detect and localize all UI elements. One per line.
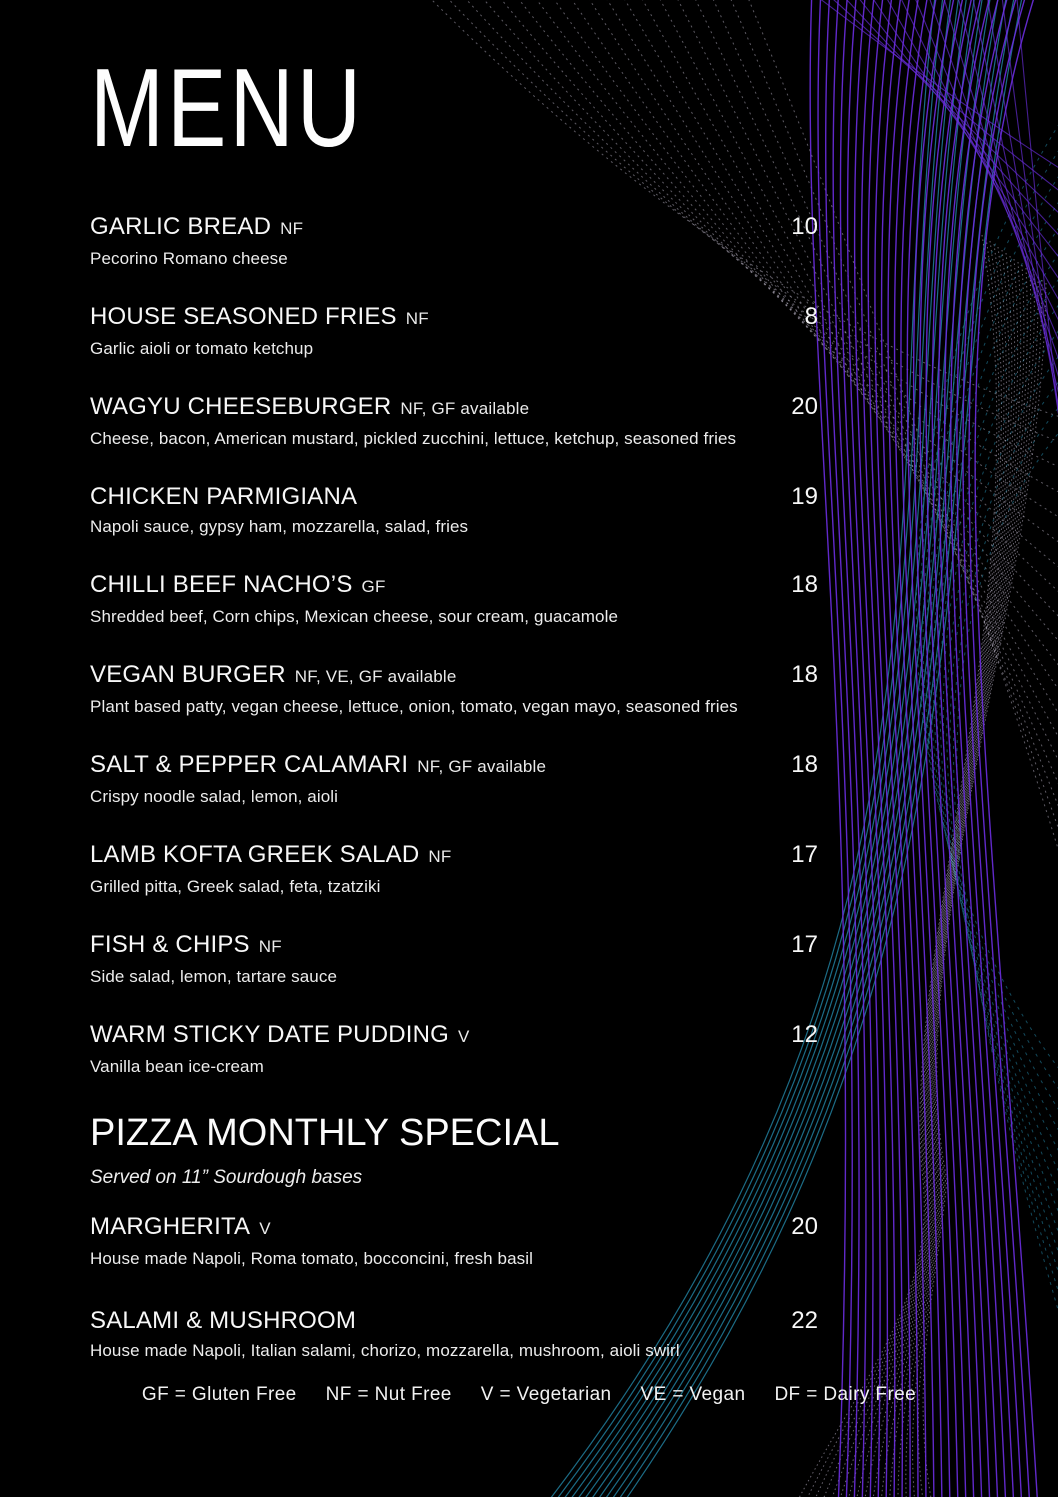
item-dietary-tags: NF, VE, GF available: [294, 667, 457, 686]
menu-item: [90, 570, 818, 628]
item-price: 18: [791, 751, 818, 778]
pizza-item-list: [90, 1212, 818, 1362]
item-price: 17: [791, 841, 818, 868]
item-title-row: [90, 570, 818, 602]
item-title-row: [90, 392, 818, 424]
item-name: SALT & PEPPER CALAMARI: [90, 751, 409, 778]
item-price: 8: [804, 303, 818, 330]
page-title: MENU: [90, 46, 365, 170]
item-name: VEGAN BURGER: [90, 661, 286, 688]
menu-item: [90, 1306, 818, 1362]
item-price: 22: [791, 1307, 818, 1334]
item-price: 18: [791, 571, 818, 598]
item-name: SALAMI & MUSHROOM: [90, 1307, 357, 1334]
item-title-row: [90, 930, 818, 962]
item-name: GARLIC BREAD: [90, 213, 272, 240]
item-title-row: [90, 1306, 818, 1336]
item-name: CHILLI BEEF NACHO’S: [90, 571, 353, 598]
item-description: Crispy noodle salad, lemon, aioli: [90, 787, 339, 806]
menu-item: [90, 392, 818, 450]
legend-item-vegetarian: V = Vegetarian: [480, 1384, 612, 1405]
item-price: 10: [791, 213, 818, 240]
menu-item: [90, 750, 818, 808]
item-name: FISH & CHIPS: [90, 931, 250, 958]
item-dietary-tags: NF: [280, 219, 304, 238]
menu-item: [90, 660, 818, 718]
item-description: Grilled pitta, Greek salad, feta, tzatziki: [90, 877, 381, 896]
item-description: Shredded beef, Corn chips, Mexican cheese, sour cream, guacamole: [90, 607, 619, 626]
legend-item-nut-free: NF = Nut Free: [325, 1384, 452, 1405]
item-title-row: [90, 840, 818, 872]
legend-item-gluten-free: GF = Gluten Free: [141, 1384, 297, 1405]
item-description: House made Napoli, Roma tomato, bocconcini, fresh basil: [90, 1249, 533, 1268]
item-price: 20: [791, 1213, 818, 1240]
item-name: CHICKEN PARMIGIANA: [90, 483, 358, 510]
item-title-row: [90, 212, 818, 244]
item-description: Napoli sauce, gypsy ham, mozzarella, salad, fries: [90, 517, 469, 536]
item-title-row: [90, 660, 818, 692]
item-description: Cheese, bacon, American mustard, pickled zucchini, lettuce, ketchup, seasoned fries: [90, 429, 737, 448]
menu-item: [90, 212, 818, 270]
item-description: Plant based patty, vegan cheese, lettuce, onion, tomato, vegan mayo, seasoned fries: [90, 697, 738, 716]
item-description: Vanilla bean ice-cream: [90, 1057, 264, 1076]
item-dietary-tags: V: [259, 1219, 271, 1238]
menu-item: [90, 1212, 818, 1270]
legend-item-dairy-free: DF = Dairy Free: [774, 1384, 917, 1405]
item-description: Pecorino Romano cheese: [90, 249, 288, 268]
item-title-row: [90, 1020, 818, 1052]
item-price: 19: [791, 483, 818, 510]
menu-item: [90, 482, 818, 538]
item-title-row: [90, 302, 818, 334]
item-name: LAMB KOFTA GREEK SALAD: [90, 841, 420, 868]
menu-item: [90, 930, 818, 988]
item-description: House made Napoli, Italian salami, chorizo, mozzarella, mushroom, aioli swirl: [90, 1341, 680, 1360]
menu-item: [90, 840, 818, 898]
item-name: HOUSE SEASONED FRIES: [90, 303, 397, 330]
item-dietary-tags: V: [458, 1027, 470, 1046]
pizza-section-title: PIZZA MONTHLY SPECIAL: [90, 1112, 560, 1154]
dietary-legend: [0, 1383, 1058, 1407]
item-title-row: [90, 750, 818, 782]
menu-content: [90, 0, 818, 1398]
item-dietary-tags: NF: [258, 937, 282, 956]
item-description: Garlic aioli or tomato ketchup: [90, 339, 314, 358]
item-title-row: [90, 1212, 818, 1244]
menu-item-list: [90, 212, 818, 1078]
item-dietary-tags: NF: [405, 309, 429, 328]
item-dietary-tags: NF, GF available: [417, 757, 547, 776]
pizza-section-subtitle: Served on 11” Sourdough bases: [90, 1167, 363, 1188]
item-price: 20: [791, 393, 818, 420]
item-dietary-tags: NF: [428, 847, 452, 866]
item-name: WARM STICKY DATE PUDDING: [90, 1021, 450, 1048]
item-price: 18: [791, 661, 818, 688]
item-name: WAGYU CHEESEBURGER: [90, 393, 392, 420]
item-dietary-tags: NF, GF available: [400, 399, 530, 418]
legend-item-vegan: VE = Vegan: [640, 1384, 746, 1405]
item-description: Side salad, lemon, tartare sauce: [90, 967, 338, 986]
item-name: MARGHERITA: [90, 1213, 251, 1240]
item-price: 17: [791, 931, 818, 958]
item-title-row: [90, 482, 818, 512]
item-price: 12: [791, 1021, 818, 1048]
item-dietary-tags: GF: [361, 577, 386, 596]
menu-item: [90, 1020, 818, 1078]
menu-item: [90, 302, 818, 360]
